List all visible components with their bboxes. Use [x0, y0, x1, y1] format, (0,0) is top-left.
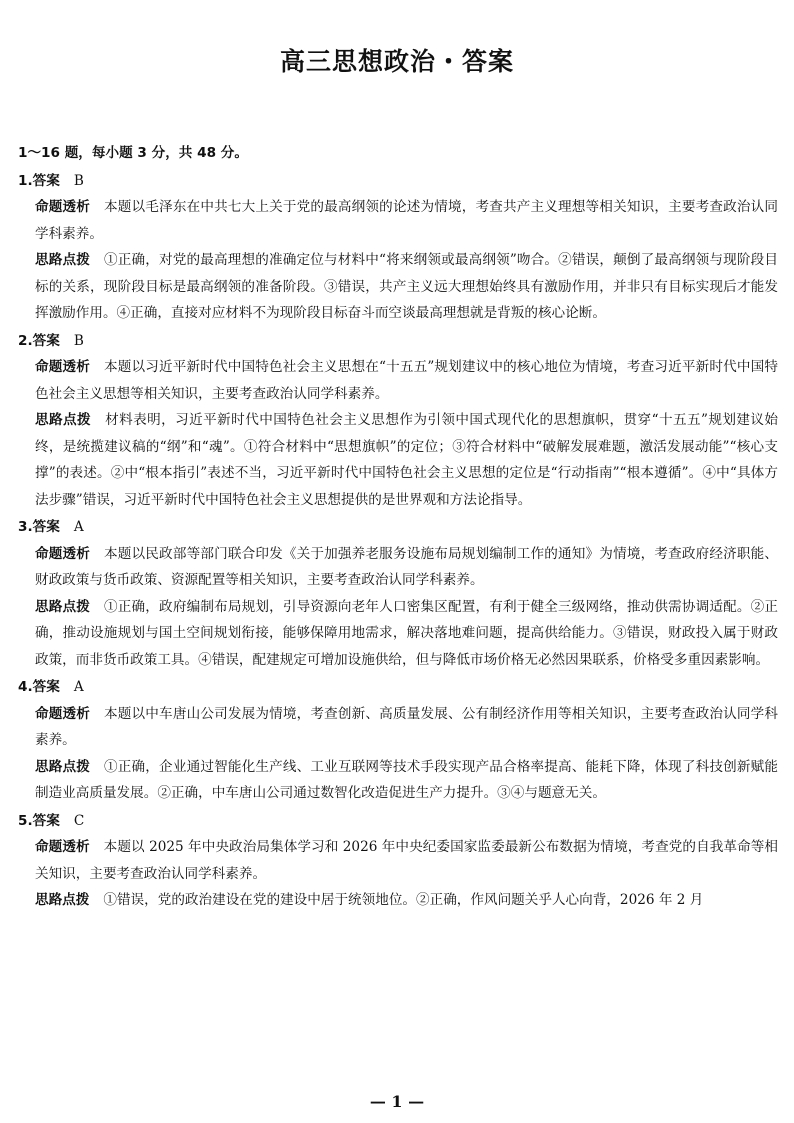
question-5-analysis: [35, 834, 778, 887]
hint-text: ①正确，企业通过智能化生产线、工业互联网等技术手段实现产品合格率提高、能耗下降，体现了科技创新赋能制造业高质量发展。②正确，中车唐山公司通过数智化改造促进生产力提升。③④与题意无关。: [35, 758, 778, 801]
answer-label: 答案: [32, 332, 60, 349]
answer-label: 答案: [32, 519, 60, 535]
hint-text: ①正确，对党的最高理想的准确定位与材料中“将来纲领或最高纲领”吻合。②错误，颠倒了最高纲领与现阶段目标的关系，现阶段目标是最高纲领的准备阶段。③错误，共产主义远大理想始终具有激励作用，并非只有目标实现后才能发挥激励作用。④正确，直接对应材料不为现阶段目标奋斗而空谈最高理想就是背叛的核心论断。: [35, 252, 778, 321]
analysis-text: 本题以民政部等部门联合印发《关于加强养老服务设施布局规划编制工作的通知》为情境，考查政府经济职能、财政政策与货币政策、资源配置等相关知识，主要考查政治认同学科素养。: [35, 545, 778, 588]
question-number: 3.: [18, 519, 33, 535]
question-2-header: [18, 328, 778, 355]
answer-label: 答案: [32, 812, 60, 829]
analysis-label: 命题透析: [35, 545, 91, 562]
hint-label: 思路点拨: [35, 412, 92, 428]
hint-label: 思路点拨: [35, 252, 90, 268]
answer-value: A: [73, 519, 84, 535]
question-4-header: [18, 674, 778, 701]
analysis-text: 本题以 2025 年中央政治局集体学习和 2026 年中央纪委国家监委最新公布数据为情境，考查党的自我革命等相关知识，主要考查政治认同学科素养。: [35, 839, 778, 882]
page-number: — 1 —: [369, 1092, 425, 1111]
answer-label: 答案: [32, 172, 60, 189]
question-number: 2.: [18, 332, 33, 349]
question-3-analysis: [35, 541, 778, 594]
question-3-header: [18, 514, 778, 541]
answer-value: B: [73, 332, 84, 349]
question-5-header: [18, 808, 778, 835]
analysis-label: 命题透析: [35, 705, 91, 722]
question-2-analysis: [35, 354, 778, 407]
hint-text: ①正确，政府编制布局规划，引导资源向老年人口密集区配置，有利于健全三级网络，推动供需协调适配。②正确，推动设施规划与国土空间规划衔接，能够保障用地需求，解决落地难问题，提高供给能力。③错误，财政投入属于财政政策，而非货币政策工具。④错误，配建规定可增加设施供给，但与降低市场价格无必然因果联系，价格受多重因素影响。: [35, 598, 778, 668]
answer-value: B: [73, 172, 84, 189]
intro-line: 1～16 题，每小题 3 分，共 48 分。: [18, 145, 248, 161]
question-2-hint: [35, 407, 778, 513]
question-number: 5.: [18, 812, 33, 829]
question-4-hint: [35, 754, 778, 807]
answer-label: 答案: [32, 679, 60, 695]
answer-value: A: [73, 679, 84, 695]
question-4-analysis: [35, 701, 778, 754]
question-1-analysis: [35, 194, 778, 247]
question-number: 1.: [18, 172, 33, 189]
hint-label: 思路点拨: [35, 892, 90, 908]
analysis-label: 命题透析: [35, 199, 91, 215]
question-1-hint: [35, 247, 778, 327]
hint-text: ①错误，党的政治建设在党的建设中居于统领地位。②正确，作风问题关乎人心向背，2026 年 2 月: [103, 892, 704, 908]
question-3-hint: [35, 594, 778, 674]
question-number: 4.: [18, 679, 33, 695]
question-5-hint: [35, 887, 778, 914]
analysis-text: 本题以毛泽东在中共七大上关于党的最高纲领的论述为情境，考查共产主义理想等相关知识，主要考查政治认同学科素养。: [35, 199, 778, 242]
analysis-label: 命题透析: [35, 839, 90, 855]
page-title: 高三思想政治・答案: [279, 47, 514, 76]
question-1-header: [18, 168, 778, 195]
answer-value: C: [73, 812, 85, 829]
analysis-text: 本题以中车唐山公司发展为情境，考查创新、高质量发展、公有制经济作用等相关知识，主要考查政治认同学科素养。: [35, 705, 778, 748]
hint-label: 思路点拨: [35, 598, 91, 615]
analysis-text: 本题以习近平新时代中国特色社会主义思想在“十五五”规划建议中的核心地位为情境，考查习近平新时代中国特色社会主义思想等相关知识，主要考查政治认同学科素养。: [35, 359, 778, 402]
analysis-label: 命题透析: [35, 359, 90, 375]
answer-content: [18, 140, 778, 914]
hint-label: 思路点拨: [35, 758, 91, 775]
hint-text: 材料表明，习近平新时代中国特色社会主义思想作为引领中国式现代化的思想旗帜，贯穿“十五五”规划建议始终，是统揽建议稿的“纲”和“魂”。①符合材料中“思想旗帜”的定位；③符合材料中“破解发展难题，激活发展动能”“核心支撑”的表述。②中“根本指引”表述不当，习近平新时代中国特色社会主义思想的定位是“行动指南”“根本遵循”。④中“具体方法步骤”错误，习近平新时代中国特色社会主义思想提供的是世界观和方法论指导。: [35, 412, 778, 508]
